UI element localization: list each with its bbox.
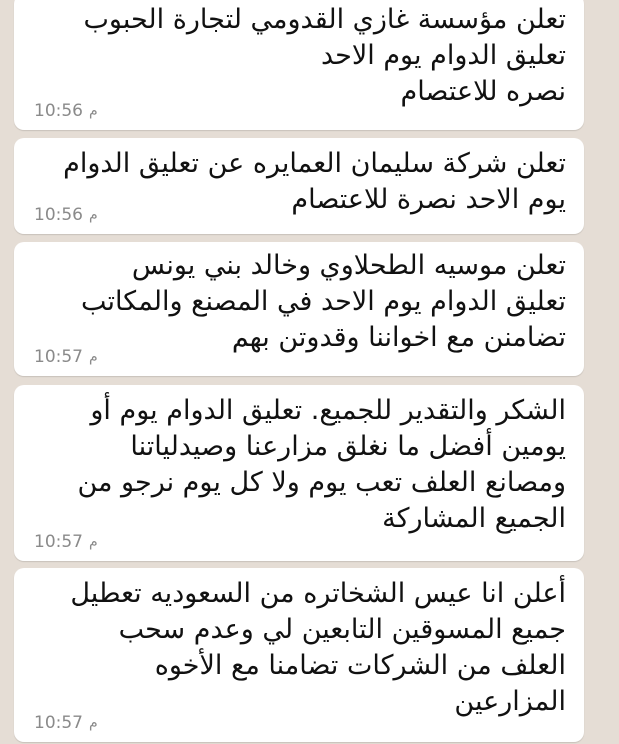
message-time: 10:57	[34, 347, 83, 367]
message-period: م	[89, 715, 98, 731]
message-period: م	[89, 103, 98, 119]
message-bubble[interactable]	[14, 568, 584, 742]
message-bubble[interactable]	[14, 138, 584, 234]
message-text: تعلن مؤسسة غازي القدومي لتجارة الحبوب تعليق الدوام يوم الاحد نصره للاعتصام	[83, 4, 566, 107]
message-period: م	[89, 207, 98, 223]
message-text: الشكر والتقدير للجميع. تعليق الدوام يوم أو يومين أفضل ما نغلق مزارعنا وصيدلياتنا ومصانع العلف تعب يوم ولا كل يوم نرجو من الجميع المشاركة	[77, 395, 566, 534]
message-timestamp	[34, 712, 98, 734]
message-timestamp	[34, 100, 98, 122]
message-period: م	[89, 534, 98, 550]
message-bubble[interactable]	[14, 385, 584, 561]
message-bubble[interactable]	[14, 242, 584, 376]
message-time: 10:57	[34, 713, 83, 733]
message-timestamp	[34, 204, 98, 226]
message-period: م	[89, 349, 98, 365]
message-time: 10:56	[34, 205, 83, 225]
message-bubble[interactable]	[14, 0, 584, 130]
message-text: تعلن شركة سليمان العمايره عن تعليق الدوام يوم الاحد نصرة للاعتصام	[63, 148, 566, 215]
message-timestamp	[34, 346, 98, 368]
message-time: 10:57	[34, 532, 83, 552]
message-text: أعلن انا عيس الشخاتره من السعوديه تعطيل جميع المسوقين التابعين لي وعدم سحب العلف من الشركات تضامنا مع الأخوه المزارعين	[70, 578, 566, 717]
message-time: 10:56	[34, 101, 83, 121]
message-text: تعلن موسيه الطحلاوي وخالد بني يونس تعليق الدوام يوم الاحد في المصنع والمكاتب تضامنن مع اخواننا وقدوتن بهم	[81, 250, 566, 353]
message-timestamp	[34, 531, 98, 553]
